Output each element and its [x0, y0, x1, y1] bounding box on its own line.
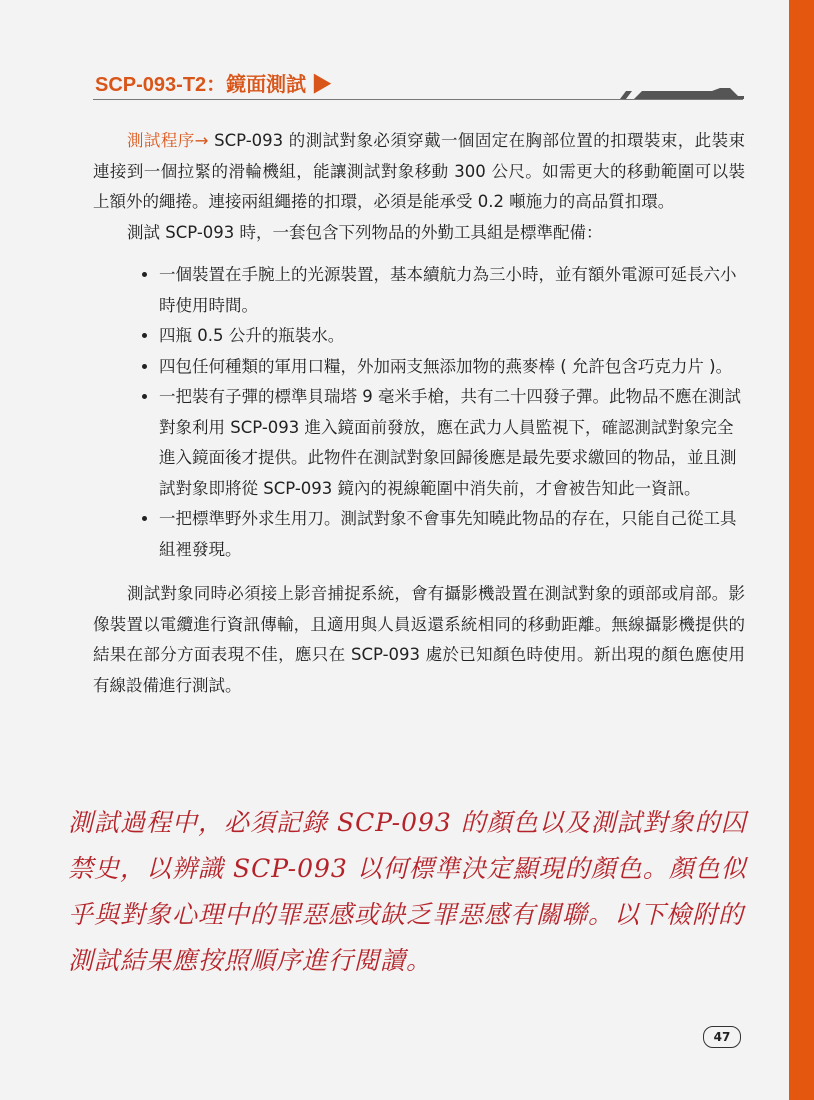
list-item: • 四包任何種類的軍用口糧，外加兩支無添加物的燕麥棒 ( 允許包含巧克力片 )。 [159, 352, 745, 383]
procedure-label: 測試程序→ [127, 131, 209, 150]
procedure-text: SCP-093 的測試對象必須穿戴一個固定在胸部位置的扣環裝束，此裝束連接到一個拉緊的滑輪機組，能讓測試對象移動 300 公尺。如需更大的移動範圍可以裝上額外的繩捲。連接兩組繩捲的扣環，必須是能承受 0.2 噸施力的高品質扣環。 [93, 131, 745, 211]
kit-list [93, 260, 745, 565]
edge-color-strip [789, 0, 814, 1100]
header-decoration [620, 88, 744, 100]
page-number: 47 [703, 1026, 741, 1048]
list-item: • 一把標準野外求生用刀。測試對象不會事先知曉此物品的存在，只能自己從工具組裡發現。 [159, 504, 745, 565]
list-item: • 一把裝有子彈的標準貝瑞塔 9 毫米手槍，共有二十四發子彈。此物品不應在測試對象利用 SCP-093 進入鏡面前發放，應在武力人員監視下，確認測試對象完全進入鏡面後才提供。此物件在測試對象回歸後應是最先要求繳回的物品，並且測試對象即將從 SCP-093 鏡內的視線範圍中消失前，才會被告知此一資訊。 [159, 382, 745, 504]
body-text [93, 126, 745, 701]
list-item: • 四瓶 0.5 公升的瓶裝水。 [159, 321, 745, 352]
section-title: SCP-093-T2：鏡面測試 ▶ [95, 74, 332, 96]
paragraph-camera: 測試對象同時必須接上影音捕捉系統，會有攝影機設置在測試對象的頭部或肩部。影像裝置以電纜進行資訊傳輸，且適用與人員返還系統相同的移動距離。無線攝影機提供的結果在部分方面表現不佳，應只在 SCP-093 處於已知顏色時使用。新出現的顏色應使用有線設備進行測試。 [93, 584, 745, 695]
list-item: • 一個裝置在手腕上的光源裝置，基本續航力為三小時，並有額外電源可延長六小時使用時間。 [159, 260, 745, 321]
paragraph-kit-intro: 測試 SCP-093 時，一套包含下列物品的外勤工具組是標準配備： [127, 222, 603, 242]
paragraph-procedure [93, 126, 745, 218]
handwritten-note: 測試過程中，必須記錄 SCP-093 的顏色以及測試對象的囚禁史，以辨識 SCP-093 以何標準決定顯現的顏色。顏色似乎與對象心理中的罪惡感或缺乏罪惡感有關聯。以下檢附的測試結果應按照順序進行閱讀。 [68, 808, 747, 975]
